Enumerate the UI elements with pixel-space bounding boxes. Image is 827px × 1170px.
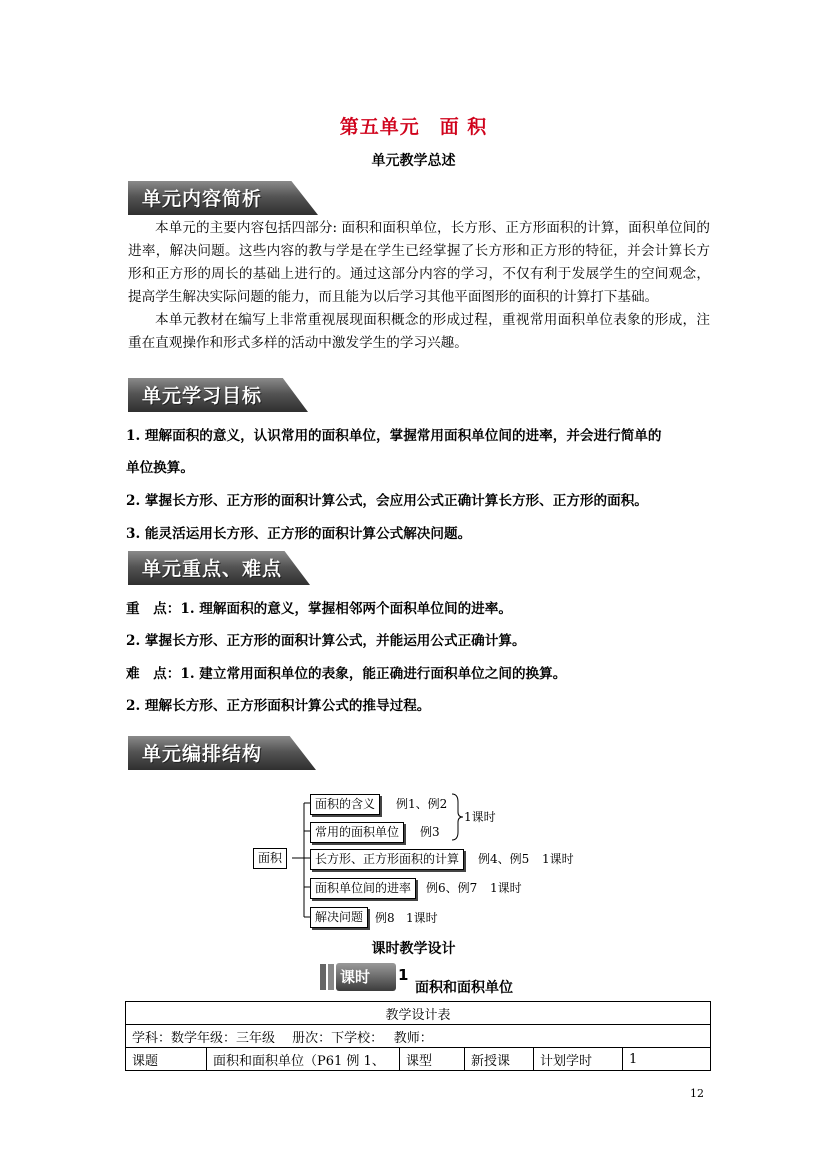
structure-example: 例6、例7 xyxy=(426,881,478,895)
lesson-design-table xyxy=(125,1001,711,1071)
structure-brace-hours: 1课时 xyxy=(464,810,496,824)
table-cell: 新授课 xyxy=(465,1048,534,1071)
table-cell: 1 xyxy=(623,1048,711,1071)
section-title: 单元重点、难点 xyxy=(142,558,283,580)
structure-root: 面积 xyxy=(253,848,287,869)
document-subtitle: 单元教学总述 xyxy=(371,153,456,169)
lesson-badge-label: 课时 xyxy=(340,968,371,986)
section-title: 单元学习目标 xyxy=(142,385,263,407)
structure-box: 常用的面积单位 xyxy=(310,822,404,843)
paragraph: 本单元教材在编写上非常重视展现面积概念的形成过程，重视常用面积单位表象的形成，注重在直观操作和形式多样的活动中激发学生的学习兴趣。 xyxy=(128,312,710,351)
table-cell: 计划学时 xyxy=(534,1048,623,1071)
lesson-title: 面积和面积单位 xyxy=(415,980,513,996)
table-row xyxy=(126,1048,711,1071)
difficulty-line: 难 点：1. 建立常用面积单位的表象，能正确进行面积单位之间的换算。 xyxy=(126,666,567,682)
section-title: 单元编排结构 xyxy=(142,743,263,765)
section-banner-keypoints xyxy=(128,551,310,585)
section-banner-structure xyxy=(128,736,316,770)
section-banner-content xyxy=(128,181,318,215)
structure-example: 例3 xyxy=(420,825,440,839)
table-header: 教学设计表 xyxy=(126,1002,711,1025)
content-analysis xyxy=(128,217,710,355)
structure-hours: 1课时 xyxy=(542,852,574,866)
goal-line: 3. 能灵活运用长方形、正方形的面积计算公式解决问题。 xyxy=(126,526,472,542)
structure-example: 例1、例2 xyxy=(396,797,448,811)
lesson-number: 1 xyxy=(398,966,409,984)
table-info: 学科：数学年级：三年级 册次：下学校： 教师： xyxy=(126,1025,711,1048)
goal-line: 2. 掌握长方形、正方形的面积计算公式，会应用公式正确计算长方形、正方形的面积。 xyxy=(126,493,648,509)
structure-example: 例4、例5 xyxy=(478,852,530,866)
structure-box: 长方形、正方形面积的计算 xyxy=(310,849,464,870)
section-banner-goals xyxy=(128,378,308,412)
keypoint-line: 2. 掌握长方形、正方形的面积计算公式，并能运用公式正确计算。 xyxy=(126,633,526,649)
goal-line: 1. 理解面积的意义，认识常用的面积单位，掌握常用面积单位间的进率，并会进行简单的 xyxy=(126,428,662,444)
lesson-badge xyxy=(320,962,412,992)
structure-box: 面积单位间的进率 xyxy=(310,878,416,899)
keypoint-line: 重 点：1. 理解面积的意义，掌握相邻两个面积单位间的进率。 xyxy=(126,601,512,617)
section-title: 单元内容简析 xyxy=(142,188,263,210)
difficulty-line: 2. 理解长方形、正方形面积计算公式的推导过程。 xyxy=(126,698,431,714)
goal-line: 单位换算。 xyxy=(126,460,194,476)
document-title: 第五单元 面 积 xyxy=(339,116,488,138)
structure-box: 面积的含义 xyxy=(310,794,380,815)
table-cell: 课型 xyxy=(400,1048,465,1071)
lesson-design-heading: 课时教学设计 xyxy=(371,941,456,957)
structure-hours: 1课时 xyxy=(406,911,438,925)
structure-hours: 1课时 xyxy=(490,881,522,895)
table-cell: 课题 xyxy=(126,1048,207,1071)
table-cell: 面积和面积单位（P61 例 1、 xyxy=(207,1048,400,1071)
structure-box: 解决问题 xyxy=(310,907,368,928)
structure-example: 例8 xyxy=(375,911,395,925)
page-number: 12 xyxy=(690,1087,704,1100)
paragraph: 本单元的主要内容包括四部分: 面积和面积单位，长方形、正方形面积的计算，面积单位间的进率，解决问题。这些内容的教与学是在学生已经掌握了长方形和正方形的特征，并会计算长方形和正方形的周长的基础上进行的。通过这部分内容的学习，不仅有利于发展学生的空间观念，提高学生解决实际问题的能力，而且能为以后学习其他平面图形的面积的计算打下基础。 xyxy=(128,220,710,305)
